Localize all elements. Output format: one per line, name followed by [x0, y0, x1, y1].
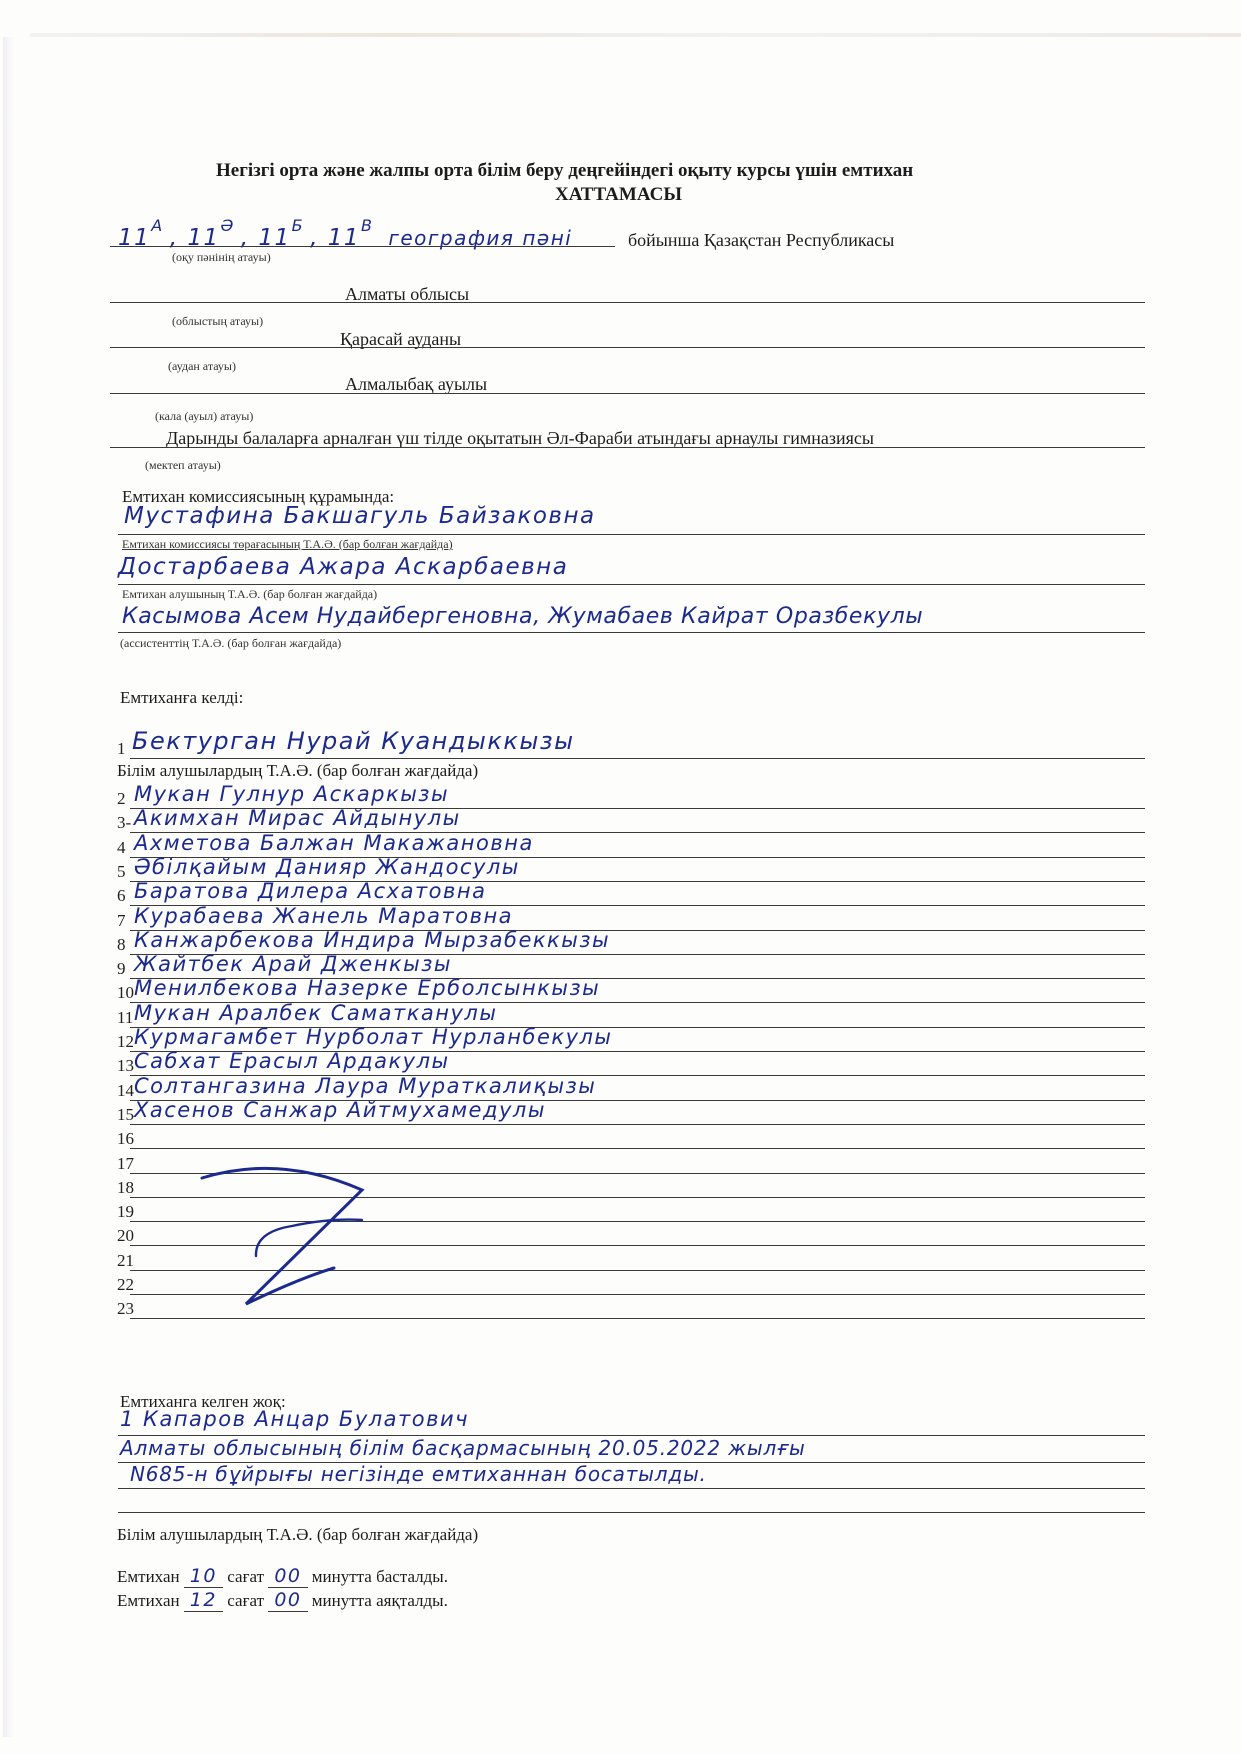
student-underline [130, 1148, 1145, 1149]
absent-caption: Білім алушылардың Т.А.Ә. (бар болған жағдайда) [117, 1525, 479, 1544]
district-caption: (аудан атауы) [168, 359, 236, 373]
subject-underline [110, 246, 615, 247]
subject-suffix: бойынша Қазақстан Республикасы [628, 230, 895, 250]
document-subtitle: ХАТТАМАСЫ [555, 184, 682, 205]
class-letter: Ә [220, 216, 235, 235]
school-underline [110, 447, 1145, 448]
separator: , [169, 225, 179, 251]
class-number: 11 [118, 225, 151, 251]
separator: , [310, 225, 319, 251]
student-number: 20 [117, 1226, 134, 1246]
hour-label: сағат [227, 1567, 265, 1586]
student-name: Сабхат Ерасыл Ардакулы [134, 1049, 450, 1074]
absent-line: 1 Капаров Анцар Булатович [120, 1407, 470, 1431]
student-name: Мукан Аралбек Саматканулы [134, 1000, 498, 1025]
school-value: Дарынды балаларға арналған үш тілде оқытатын Әл-Фараби атындағы арнаулы гимназиясы [166, 428, 875, 448]
time-prefix: Емтихан [117, 1567, 180, 1586]
student-number: 6 [117, 886, 126, 906]
student-number: 23 [117, 1299, 134, 1319]
cross-out-mark [180, 1160, 420, 1320]
class-number: 11 [327, 225, 361, 251]
class-letter: В [361, 216, 374, 235]
student-number: 19 [117, 1202, 134, 1222]
student-name: Баратова Дилера Асхатовна [134, 879, 487, 904]
region-caption: (облыстың атауы) [172, 314, 264, 328]
student-underline [130, 1124, 1145, 1125]
student-name: Әбілқайым Данияр Жандосулы [134, 854, 520, 879]
student-number: 12 [117, 1032, 134, 1051]
student-number: 21 [117, 1250, 134, 1270]
examiner-caption: Емтихан алушының Т.А.Ә. (бар болған жағдайда) [122, 587, 378, 601]
student-number: 7 [117, 910, 126, 930]
time-suffix: минутта аяқталды. [311, 1591, 448, 1610]
village-caption: (кала (ауыл) атауы) [155, 409, 254, 423]
student-number: 16 [117, 1129, 134, 1149]
assistants-underline [118, 632, 1145, 633]
start-minute: 00 [268, 1565, 307, 1588]
end-minute: 00 [268, 1589, 307, 1612]
student-number: 14 [117, 1080, 134, 1100]
class-number: 11 [187, 225, 220, 251]
student-number: 3- [117, 813, 132, 833]
chair-caption: Емтихан комиссиясы төрағасының Т.А.Ә. (бар болған жағдайда) [122, 537, 453, 551]
region-underline [110, 302, 1145, 303]
absent-line: N685-н бұйрығы негізінде емтиханнан босатылды. [130, 1462, 707, 1486]
student-number: 2 [117, 789, 126, 808]
student-number: 10 [117, 983, 134, 1003]
student-underline [130, 758, 1145, 759]
document-title: Негізгі орта және жалпы орта білім беру деңгейіндегі оқыту курсы үшін емтихан [216, 160, 914, 181]
commission-chair-name: Мустафина Бакшагуль Байзаковна [124, 503, 596, 529]
student-name: Курабаева Жанель Маратовна [134, 903, 514, 928]
commission-heading: Емтихан комиссиясының құрамында: [122, 487, 395, 506]
school-caption: (мектеп атауы) [145, 458, 221, 472]
district-underline [110, 347, 1145, 348]
assistants-names: Касымова Асем Нудайбергеновна, Жумабаев Кайрат Оразбекулы [122, 604, 924, 629]
chair-underline [118, 534, 1145, 535]
student-number: 11 [117, 1007, 134, 1027]
separator: , [240, 225, 250, 251]
student-number: 13 [117, 1056, 134, 1076]
class-letter: А [151, 216, 164, 235]
student-name: Канжарбекова Индира Мырзабеккызы [134, 927, 611, 952]
subject-caption: (оқу пәнінің атауы) [172, 250, 271, 264]
student-name: Ахметова Балжан Макажановна [134, 830, 534, 855]
hour-label: сағат [227, 1591, 265, 1610]
student-name: Акимхан Мирас Айдынулы [134, 806, 461, 831]
village-underline [110, 393, 1145, 394]
student-number: 9 [117, 959, 126, 979]
student-name: Курмагамбет Нурболат Нурланбекулы [134, 1025, 613, 1049]
time-prefix: Емтихан [117, 1591, 180, 1610]
class-number: 11 [258, 225, 291, 251]
scan-top-edge [30, 33, 1241, 37]
attended-heading: Емтиханға келді: [120, 688, 244, 707]
class-letter: Б [291, 216, 305, 235]
district-value: Қарасай ауданы [340, 329, 462, 349]
absent-heading: Емтиханга келген жоқ: [120, 1392, 286, 1411]
scan-left-edge [3, 37, 13, 1737]
student-number: 18 [117, 1177, 134, 1197]
student-number: 4 [117, 837, 126, 857]
student-name: Жайтбек Арай Дженкызы [134, 952, 452, 977]
time-suffix: минутта басталды. [311, 1567, 448, 1586]
student-number: 1 [117, 739, 126, 758]
student-number: 17 [117, 1153, 134, 1173]
examiner-name: Достарбаева Ажара Аскарбаевна [118, 554, 569, 580]
examiner-underline [118, 584, 1145, 585]
exam-end-line [117, 1589, 448, 1612]
student-name: Мукан Гулнур Аскаркызы [134, 782, 450, 806]
subject-name: география пәні [388, 226, 573, 250]
student-number: 5 [117, 861, 126, 881]
assistants-caption: (ассистенттің Т.А.Ә. (бар болған жағдайда) [120, 636, 342, 650]
student-number: 15 [117, 1104, 134, 1124]
student-name: Бектурган Нурай Куандыккызы [132, 727, 575, 755]
student-number: 22 [117, 1275, 134, 1294]
attended-caption: Білім алушылардың Т.А.Ә. (бар болған жағдайда) [117, 761, 479, 780]
student-name: Солтангазина Лаура Мураткалиқызы [134, 1073, 597, 1098]
end-hour: 12 [184, 1589, 223, 1612]
village-value: Алмалыбақ ауылы [345, 374, 488, 394]
region-value: Алматы облысы [345, 284, 470, 304]
exam-start-line [117, 1565, 448, 1588]
student-name: Менилбекова Назерке Ерболсынкызы [134, 976, 601, 1001]
student-number: 8 [117, 934, 126, 954]
student-name: Хасенов Санжар Айтмухамедулы [134, 1097, 546, 1122]
absent-underline [118, 1488, 1145, 1489]
absent-underline [118, 1512, 1145, 1513]
start-hour: 10 [184, 1565, 223, 1588]
absent-line: Алматы облысының білім басқармасының 20.05.2022 жылғы [120, 1436, 806, 1460]
